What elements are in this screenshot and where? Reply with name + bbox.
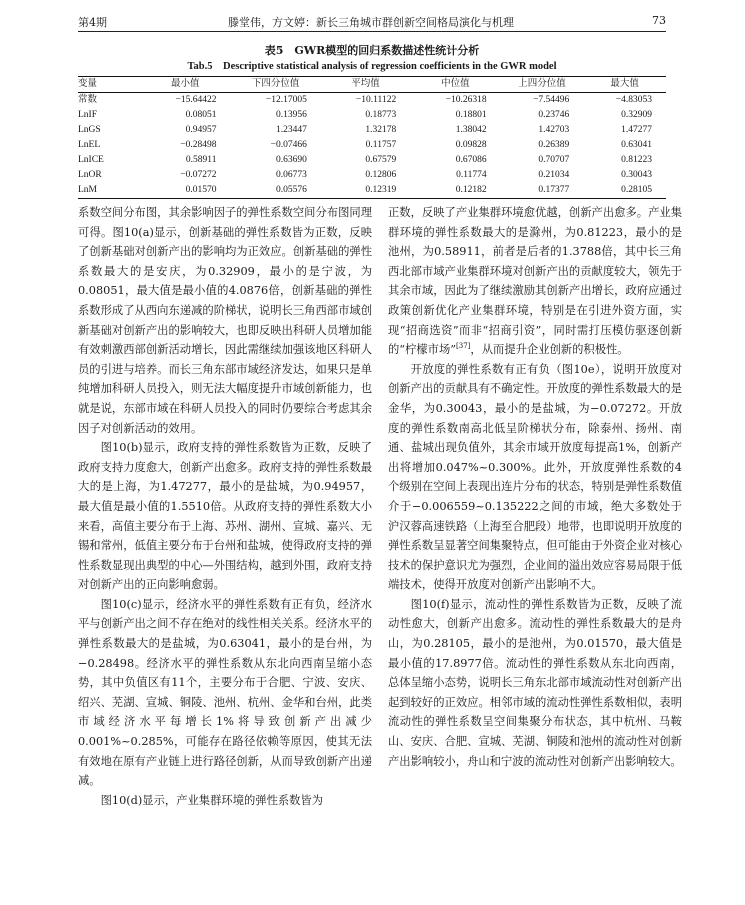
table-cell: 0.26389 (538, 140, 570, 150)
table-cell: −15.64422 (175, 95, 217, 105)
table-cell: 0.18773 (365, 110, 397, 120)
table-cell: 0.63690 (276, 155, 307, 165)
table-cell: 0.05576 (230, 183, 320, 199)
table-cell: 0.70707 (538, 155, 570, 165)
table-cell: 1.47277 (621, 125, 652, 135)
paragraph (388, 203, 682, 360)
column-header: 变量 (78, 77, 140, 93)
table-cell: 0.94957 (185, 125, 217, 135)
left-text-column (78, 203, 372, 810)
table-cell: 0.63041 (621, 140, 652, 150)
table-title-cn: 表5 GWR模型的回归系数描述性统计分析 (264, 44, 480, 57)
table-cell: 0.30043 (621, 170, 652, 180)
table-cell: −10.26318 (445, 95, 487, 105)
paragraph: 开放度的弹性系数有正有负（图10e），说明开放度对创新产出的贡献具有不确定性。开放度的弹性系数最大的是金华，为0.30043，最小的是盐城，为−0.07272。开放度的弹性系数南高北低呈阶梯状分布，除泰州、扬州、南通、盐城出现负值外，其余市域开放度每提高1%，创新产出将增加0.047%~0.300%。此外，开放度弹性系数的4个级别在空间上表现出连片分布的状态，特别是弹性系数值介于−0.006559~0.135222之间的市域，绝大多数处于沪汉蓉高速铁路（上海至合肥段）地带，也即说明开放度的弹性系数呈显著空间集聚特点，但可能由于外资企业对核心技术的保护意识尤为强烈，企业间的溢出效应容易局限于低端技术，使得开放度对创新产出影响不大。 (388, 362, 682, 592)
table-cell: 0.09828 (455, 140, 487, 150)
table-cell: 0.58911 (185, 155, 217, 165)
table-cell: −10.11122 (355, 95, 397, 105)
column-header: 下四分位值 (230, 77, 320, 93)
table-row (78, 108, 666, 123)
table-cell: 0.12182 (410, 183, 500, 199)
table-cell: 0.67086 (455, 155, 487, 165)
column-header: 最大值 (583, 77, 666, 93)
table-cell: −12.17005 (265, 95, 307, 105)
table-cell: 0.12319 (321, 183, 410, 199)
table-cell: −0.07466 (270, 140, 307, 150)
table-cell: 0.06773 (276, 170, 307, 180)
paragraph: 图10(f)显示，流动性的弹性系数皆为正数，反映了流动性愈大，创新产出愈多。流动性的弹性系数最大的是舟山，为0.28105，最小的是池州，为0.01570，最大值是最小值的17.8977倍。流动性的弹性系数从东北向西南，总体呈缩小态势，说明长三角东北部市域流动性对创新产出起到较好的正效应。相邻市域的流动性弹性系数相似，表明流动性的弹性系数呈空间集聚分布状态，其中杭州、马鞍山、安庆、合肥、宣城、芜湖、铜陵和池州的流动性对创新产出影响较小，舟山和宁波的流动性对创新产出影响较大。 (388, 597, 682, 768)
variable-name: LnIF (78, 110, 97, 120)
table-cell: 0.11774 (456, 170, 487, 180)
variable-name: LnGS (78, 125, 101, 135)
right-text-column (388, 203, 682, 771)
table-cell: 1.42703 (538, 125, 570, 135)
variable-name: 常数 (78, 95, 98, 105)
paragraph: 系数空间分布图，其余影响因子的弹性系数空间分布图同理可得。图10(a)显示，创新基础的弹性系数皆为正数，反映了创新基础对创新产出的影响均为正效应。创新基础的弹性系数最大的是安庆，为0.32909，最小的是宁波，为0.08051，最大值是最小值的4.0876倍，创新基础的弹性系数形成了从西向东递减的阶梯状，说明长三角西部市域创新基础对创新产出的影响较大，也即反映出科研人员增加能有效刺激西部创新活动增长，因此需继续加强该地区科研人员的引进与培养。而长三角东部市域经济发达，如果只是单纯增加科研人员投入，则无法大幅度提升市域创新能力，也就是说，东部市域在科研人员投入的同时仍要综合考虑其余因子对创新活动的效用。 (78, 206, 372, 435)
variable-name: LnICE (78, 155, 104, 165)
table-cell: 1.38042 (455, 125, 487, 135)
table-cell: −0.28498 (180, 140, 217, 150)
issue-number: 第4期 (78, 16, 107, 29)
table-cell: −7.54496 (533, 95, 570, 105)
table-row (78, 123, 666, 138)
table-cell: 0.08051 (185, 110, 217, 120)
table-row (78, 93, 666, 109)
table-cell: 1.32178 (365, 125, 397, 135)
paragraph-text: ，从而提升企业创新的积极性。 (470, 343, 629, 357)
paragraph: 图10(d)显示，产业集群环境的弹性系数皆为 (100, 793, 324, 807)
table-header-row (78, 77, 666, 93)
citation: [37] (456, 342, 471, 351)
column-header: 最小值 (140, 77, 230, 93)
variable-name: LnEL (78, 140, 101, 150)
table-row (78, 183, 666, 199)
table-cell: 0.21034 (538, 170, 570, 180)
column-header: 上四分位值 (501, 77, 584, 93)
coefficient-table (78, 76, 666, 199)
table-row (78, 168, 666, 183)
table-row (78, 138, 666, 153)
table-cell: 0.81223 (621, 155, 652, 165)
table-cell: −0.07272 (180, 170, 217, 180)
paragraph: 图10(b)显示，政府支持的弹性系数皆为正数，反映了政府支持力度愈大，创新产出愈多。政府支持的弹性系数最大的是上海，为1.47277，最小的是盐城，为0.94957，最大值是最小值的1.5510倍。从政府支持的弹性系数大小来看，高值主要分布于上海、苏州、湖州、宣城、嘉兴、无锡和常州，低值主要分布于台州和盐城，使得政府支持的弹性系数显现出典型的中心—外围结构，越到外围，政府支持对创新产出的正向影响愈弱。 (78, 441, 372, 592)
table-cell: 0.17377 (501, 183, 584, 199)
paragraph-text: 正数，反映了产业集群环境愈优越，创新产出愈多。产业集群环境的弹性系数最大的是滁州，为0.81223，最小的是池州，为0.58911，前者是后者的1.3788倍，其中长三角西北部市域产业集群环境对创新产出的贡献度较大，领先于其余市域，因此为了继续激励其创新产出增长，政府应通过政策创新优化产业集群环境，特别是在引进外资方面，实现“招商选资”而非“招商引资”，同时需打压模仿驱逐创新的“柠檬市场” (388, 206, 682, 357)
variable-name: LnOR (78, 170, 102, 180)
paragraph: 图10(c)显示，经济水平的弹性系数有正有负，经济水平与创新产出之间不存在绝对的线性相关关系。经济水平的弹性系数最大的是盐城，为0.63041，最小的是台州，为−0.28498。经济水平的弹性系数从东北向西南呈缩小态势，其中负值区有11个，主要分布于合肥、宁波、安庆、绍兴、芜湖、宣城、铜陵、池州、杭州、金华和台州，此类市域经济水平每增长1%将导致创新产出减少0.001%~0.285%，可能存在路径依赖等原因，使其无法有效地在原有产业链上进行路径创新，从而导致创新产出递减。 (78, 597, 372, 788)
table-cell: 0.01570 (140, 183, 230, 199)
table-cell: 0.18801 (455, 110, 487, 120)
table-cell: −4.83053 (615, 95, 652, 105)
table-cell: 0.23746 (538, 110, 570, 120)
page-number: 73 (652, 14, 666, 27)
running-title: 滕堂伟，方文婷：新长三角城市群创新空间格局演化与机理 (228, 16, 514, 29)
table-row (78, 153, 666, 168)
variable-name: LnM (78, 183, 140, 199)
table-cell: 0.12806 (365, 170, 397, 180)
table-title-en: Tab.5 Descriptive statistical analysis of regression coefficients in the GWR model (187, 61, 557, 72)
header-rule (78, 31, 666, 32)
table-cell: 0.67579 (365, 155, 397, 165)
table-cell: 0.13956 (276, 110, 307, 120)
column-header: 平均值 (321, 77, 410, 93)
table-cell: 0.11757 (365, 140, 397, 150)
table-cell: 1.23447 (276, 125, 307, 135)
table-cell: 0.32909 (621, 110, 652, 120)
page-header (78, 10, 666, 32)
table-cell: 0.28105 (583, 183, 666, 199)
column-header: 中位值 (410, 77, 500, 93)
